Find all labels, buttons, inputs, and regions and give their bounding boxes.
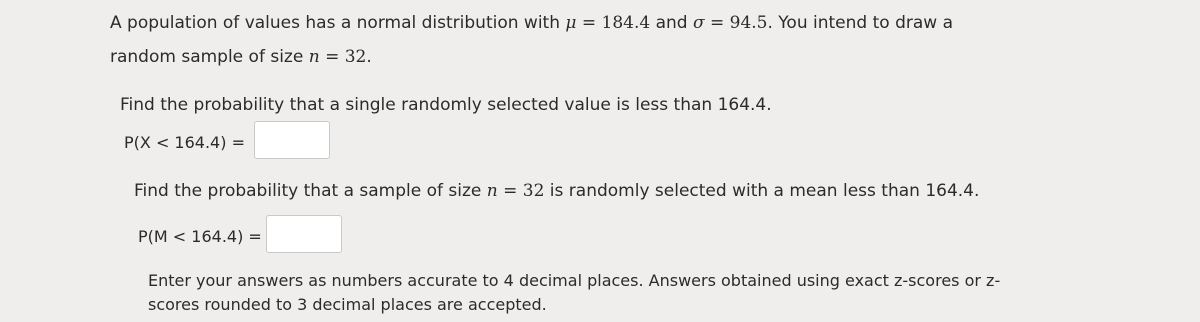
sigma-expression <box>693 13 768 33</box>
question2-n-expression <box>487 181 545 201</box>
question2-answer-input[interactable] <box>267 216 341 252</box>
question1-answer-box[interactable] <box>254 121 330 159</box>
question2-prefix: Find the probability that a sample of size <box>134 181 487 201</box>
sigma-value: = 94.5 <box>704 13 768 33</box>
question2-n-symbol: n <box>486 181 498 201</box>
mu-value: = 184.4 <box>576 13 651 33</box>
intro-text: A population of values has a normal distribution with <box>110 13 566 33</box>
intro-text-suffix: . You intend to draw a <box>767 13 953 33</box>
n-expression <box>309 47 367 67</box>
question1-text: Find the probability that a single randomly selected value is less than 164.4. <box>120 95 772 115</box>
instructions-line-2: scores rounded to 3 decimal places are accepted. <box>148 295 547 314</box>
n-symbol: n <box>308 47 320 67</box>
instructions-line-1: Enter your answers as numbers accurate to 4 decimal places. Answers obtained using exact z-scores or z- <box>148 271 1001 290</box>
question1-label: P(X < 164.4) = <box>124 133 245 152</box>
intro-line-2 <box>110 46 372 68</box>
question1-answer-input[interactable] <box>255 122 329 158</box>
question2-n-value: = 32 <box>497 181 545 201</box>
question2-answer-box[interactable] <box>266 215 342 253</box>
question2-suffix: is randomly selected with a mean less than 164.4. <box>544 181 980 201</box>
and-text: and <box>650 13 693 33</box>
question2-label: P(M < 164.4) = <box>138 227 262 246</box>
mu-expression <box>565 13 650 33</box>
intro-text-2-suffix: . <box>366 47 372 67</box>
intro-text-2: random sample of size <box>110 47 309 67</box>
n-value: = 32 <box>319 47 367 67</box>
sigma-symbol: σ <box>692 13 705 33</box>
mu-symbol: μ <box>565 13 577 33</box>
question2-text <box>134 180 979 202</box>
intro-line-1 <box>110 12 953 34</box>
